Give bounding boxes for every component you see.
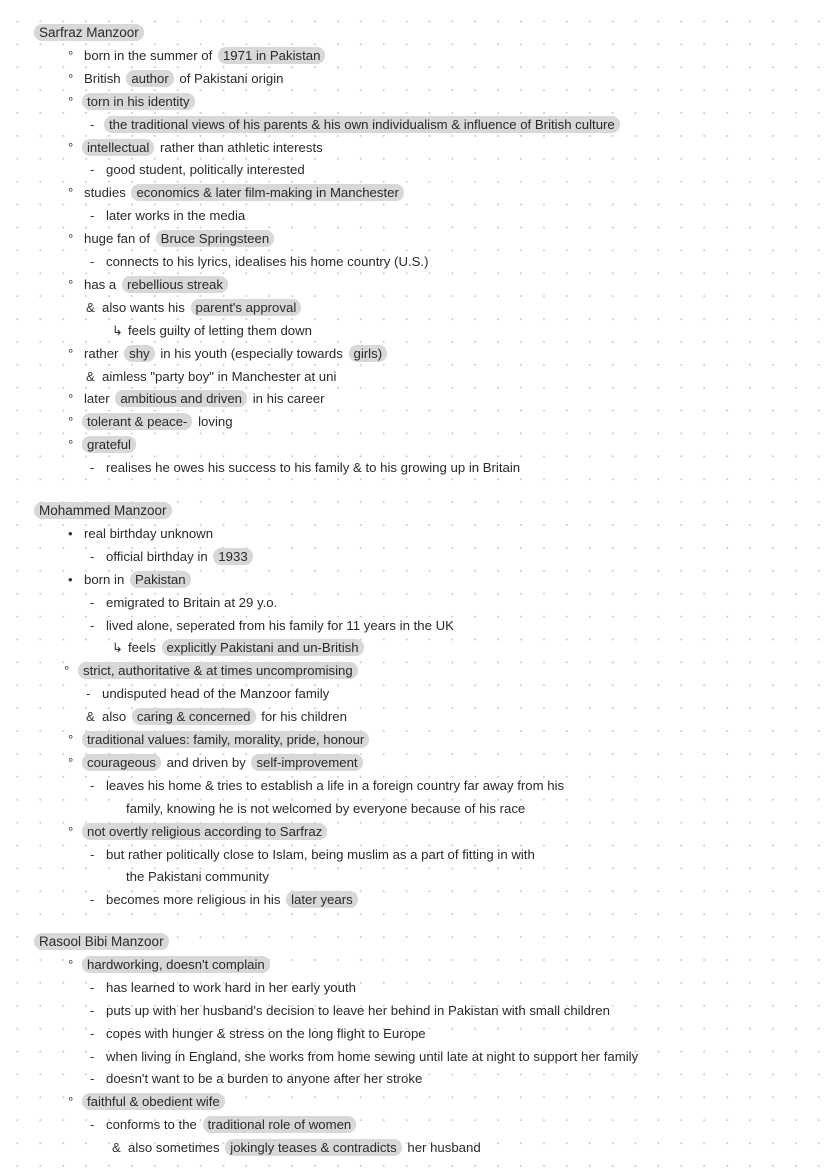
highlighted-text: intellectual: [82, 139, 154, 156]
note-text: in his youth (especially towards: [160, 345, 343, 361]
note-text: also wants his: [102, 299, 185, 315]
highlighted-text: traditional role of women: [203, 1116, 357, 1133]
dash-marker: -: [90, 254, 95, 269]
note-line: [68, 93, 195, 111]
highlighted-text: strict, authoritative & at times uncompromising: [78, 662, 358, 679]
bullet-icon: °: [68, 1094, 74, 1110]
highlighted-text: self-improvement: [251, 754, 362, 771]
highlighted-text: Bruce Springsteen: [156, 230, 275, 247]
note-text: but rather politically close to Islam, being muslim as a part of fitting in with: [106, 846, 535, 862]
note-line: [90, 594, 279, 612]
note-line: [64, 662, 358, 680]
note-text: feels: [128, 640, 156, 656]
note-text: in his career: [252, 391, 325, 407]
highlighted-text: grateful: [82, 436, 136, 453]
note-line: [90, 891, 358, 909]
note-text: aimless "party boy" in Manchester at uni: [102, 368, 337, 384]
section-title: Rasool Bibi Manzoor: [34, 933, 169, 950]
note-line: [68, 345, 387, 363]
dash-marker: -: [90, 208, 95, 224]
note-line: [68, 139, 325, 157]
section-title: Sarfraz Manzoor: [34, 24, 144, 41]
arrow-icon: ↳: [112, 640, 124, 656]
highlighted-text: parent's approval: [191, 299, 302, 316]
dash-marker: -: [90, 1117, 95, 1133]
bullet-icon: °: [68, 345, 74, 361]
note-line: [68, 47, 325, 65]
note-text: for his children: [261, 709, 347, 725]
note-text: huge fan of: [84, 231, 150, 247]
note-line: [110, 800, 527, 818]
highlighted-text: shy: [124, 345, 155, 362]
bullet-icon: °: [68, 956, 74, 972]
dash-marker: -: [90, 116, 95, 132]
note-line: [90, 1070, 424, 1088]
highlighted-text: courageous: [82, 754, 161, 771]
highlighted-text: author: [126, 70, 173, 87]
note-text: becomes more religious in his: [106, 892, 281, 908]
note-line: [68, 571, 191, 589]
highlighted-text: caring & concerned: [132, 708, 256, 725]
note-line: [90, 207, 247, 225]
highlighted-text: 1933: [213, 548, 252, 565]
note-line: [90, 979, 358, 997]
dash-marker: -: [90, 162, 95, 178]
note-text: family, knowing he is not welcomed by everyone because of his race: [126, 800, 526, 816]
note-line: [90, 846, 537, 864]
section-heading: [34, 24, 144, 42]
ampersand-marker: &: [86, 709, 95, 725]
dash-marker: -: [90, 460, 95, 476]
note-line: [112, 1139, 483, 1157]
note-line: [86, 708, 349, 726]
note-text: good student, politically interested: [106, 162, 305, 178]
bullet-icon: °: [64, 663, 70, 679]
note-text: doesn't want to be a burden to anyone after her stroke: [106, 1071, 423, 1087]
note-line: [68, 276, 228, 294]
highlighted-text: rebellious streak: [122, 276, 228, 293]
bullet-icon: °: [68, 754, 74, 770]
bullet-icon: °: [68, 732, 74, 747]
note-text: and driven by: [166, 754, 246, 770]
ampersand-marker: &: [112, 1140, 121, 1156]
highlighted-text: torn in his identity: [82, 93, 195, 110]
note-line: [90, 1048, 640, 1066]
dash-marker: -: [90, 1071, 95, 1087]
note-line: [90, 548, 253, 566]
note-line: [68, 1093, 225, 1111]
highlighted-text: hardworking, doesn't complain: [82, 956, 270, 973]
note-text: official birthday in: [106, 548, 208, 564]
bullet-icon: °: [68, 414, 74, 430]
highlighted-text: traditional values: family, morality, pride, honour: [82, 731, 369, 748]
note-text: of Pakistani origin: [179, 70, 284, 86]
bullet-icon: °: [68, 139, 74, 155]
note-line: [86, 685, 331, 703]
bullet-icon: •: [68, 571, 73, 587]
bullet-icon: °: [68, 70, 74, 86]
section-heading: [34, 502, 172, 520]
highlighted-text: the traditional views of his parents & his own individualism & influence of British culture: [104, 116, 620, 133]
highlighted-text: jokingly teases & contradicts: [225, 1139, 401, 1156]
dash-marker: -: [90, 777, 95, 793]
note-text: later: [84, 391, 110, 407]
note-text: born in the summer of: [84, 47, 213, 63]
dash-marker: -: [90, 548, 95, 564]
highlighted-text: ambitious and driven: [115, 390, 247, 407]
note-line: [90, 1002, 612, 1020]
highlighted-text: explicitly Pakistani and un-British: [162, 639, 364, 656]
note-text: undisputed head of the Manzoor family: [102, 686, 330, 702]
dash-marker: -: [90, 617, 95, 633]
bullet-icon: °: [68, 93, 74, 109]
dash-marker: -: [90, 1002, 95, 1018]
dash-marker: -: [90, 979, 95, 995]
ampersand-marker: &: [86, 368, 95, 384]
note-line: [90, 116, 620, 134]
dash-marker: -: [90, 1025, 95, 1041]
note-text: also: [102, 709, 127, 725]
note-line: [86, 368, 338, 386]
note-text: when living in England, she works from home sewing until late at night to support her family: [106, 1048, 639, 1064]
dash-marker: -: [86, 686, 91, 702]
note-text: copes with hunger & stress on the long flight to Europe: [106, 1025, 426, 1041]
note-text: her husband: [407, 1140, 481, 1156]
section-heading: [34, 933, 169, 951]
note-line: [110, 868, 271, 886]
note-line: [86, 299, 301, 317]
note-text: also sometimes: [128, 1140, 220, 1156]
note-line: [68, 436, 136, 454]
note-line: [90, 777, 566, 795]
note-line: [90, 161, 307, 179]
note-text: emigrated to Britain at 29 y.o.: [106, 594, 278, 610]
note-text: later works in the media: [106, 208, 246, 224]
note-line: [90, 1025, 428, 1043]
note-text: studies: [84, 185, 126, 201]
bullet-icon: °: [68, 391, 74, 407]
note-text: the Pakistani community: [126, 869, 269, 885]
dash-marker: -: [90, 594, 95, 610]
arrow-icon: ↳: [112, 322, 124, 338]
note-line: [68, 823, 327, 841]
bullet-icon: •: [68, 525, 73, 541]
note-text: realises he owes his success to his family & to his growing up in Britain: [106, 460, 521, 476]
note-line: [90, 617, 456, 635]
highlighted-text: 1971 in Pakistan: [218, 47, 326, 64]
note-text: rather: [84, 345, 119, 361]
note-line: [68, 184, 404, 202]
highlighted-text: Pakistan: [130, 571, 191, 588]
highlighted-text: economics & later film-making in Manchester: [131, 184, 403, 201]
highlighted-text: faithful & obedient wife: [82, 1093, 225, 1110]
note-line: [68, 754, 363, 772]
highlighted-text: not overtly religious according to Sarfraz: [82, 823, 327, 840]
note-line: [68, 956, 270, 974]
note-line: [68, 70, 285, 88]
bullet-icon: °: [68, 47, 74, 63]
note-line: [112, 322, 314, 340]
note-text: has a: [84, 276, 117, 292]
note-line: [90, 459, 522, 477]
note-line: [68, 390, 327, 408]
note-text: loving: [198, 414, 233, 430]
bullet-icon: °: [68, 231, 74, 247]
bullet-icon: °: [68, 437, 74, 453]
ampersand-marker: &: [86, 299, 95, 315]
dash-marker: -: [90, 1048, 95, 1064]
bullet-icon: °: [68, 185, 74, 201]
note-text: feels guilty of letting them down: [128, 322, 312, 338]
note-text: rather than athletic interests: [159, 139, 323, 155]
note-text: real birthday unknown: [84, 525, 214, 541]
highlighted-text: tolerant & peace-: [82, 413, 192, 430]
note-text: conforms to the: [106, 1117, 197, 1133]
note-line: [112, 639, 364, 657]
note-text: leaves his home & tries to establish a life in a foreign country far away from his: [106, 777, 565, 793]
note-text: has learned to work hard in her early youth: [106, 979, 356, 995]
bullet-icon: °: [68, 823, 74, 839]
note-text: born in: [84, 571, 125, 587]
note-text: connects to his lyrics, idealises his home country (U.S.): [106, 254, 429, 269]
note-text: lived alone, seperated from his family for 11 years in the UK: [106, 617, 454, 633]
note-line: [68, 731, 369, 749]
dash-marker: -: [90, 846, 95, 862]
note-text: puts up with her husband's decision to leave her behind in Pakistan with small children: [106, 1002, 610, 1018]
note-line: [90, 1116, 356, 1134]
note-line: [68, 230, 274, 248]
note-line: [90, 253, 430, 271]
bullet-icon: °: [68, 276, 74, 292]
highlighted-text: later years: [286, 891, 358, 908]
note-line: [68, 525, 215, 543]
section-title: Mohammed Manzoor: [34, 502, 172, 519]
dash-marker: -: [90, 892, 95, 908]
highlighted-text: girls): [349, 345, 388, 362]
note-text: British: [84, 70, 121, 86]
note-line: [68, 413, 235, 431]
